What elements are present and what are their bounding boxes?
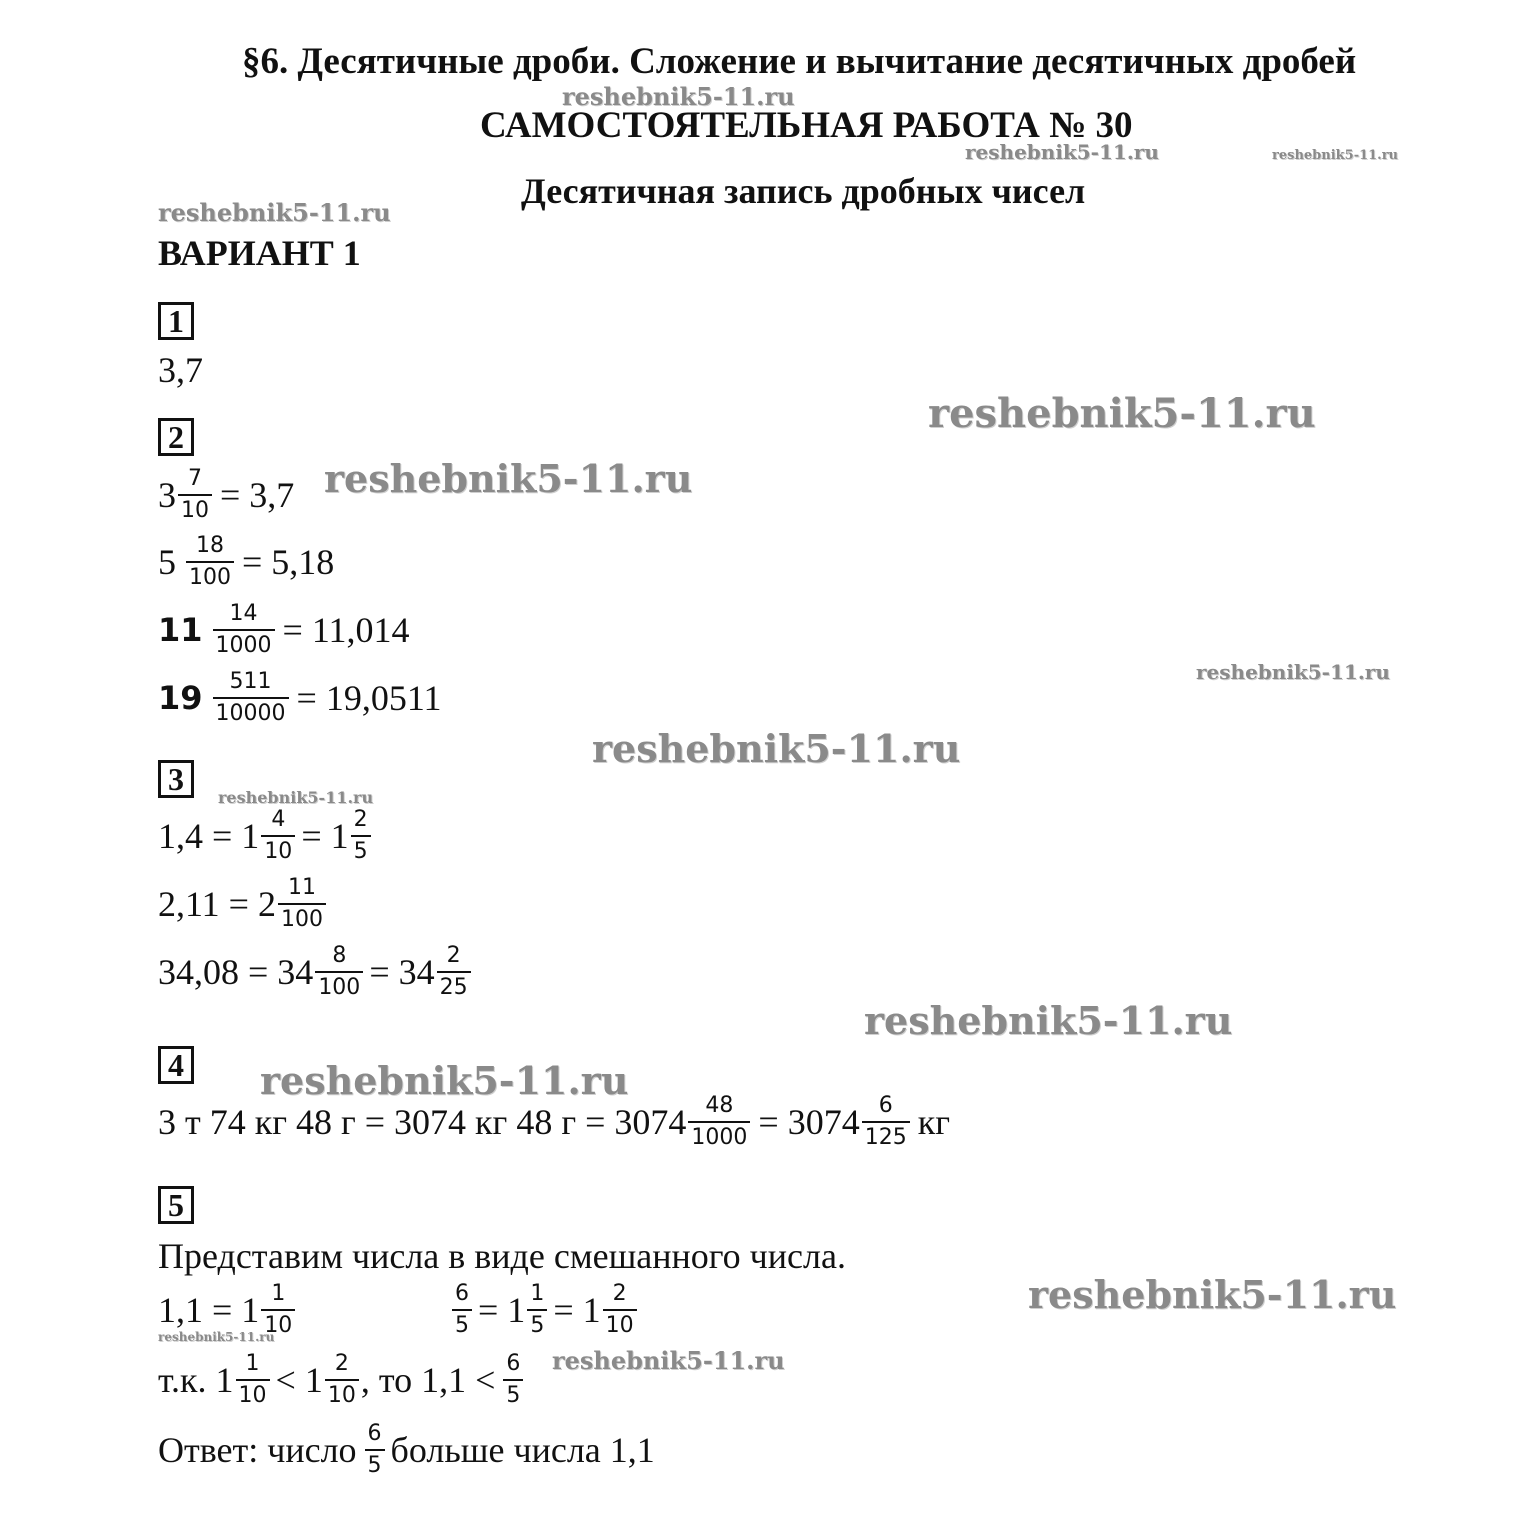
fraction [213, 602, 275, 658]
watermark: reshebnik5-11.ru [1196, 660, 1390, 684]
expression-part: 3 т 74 кг 48 г = 3074 кг 48 г = 3074 [158, 1102, 687, 1142]
work-title: САМОСТОЯТЕЛЬНАЯ РАБОТА № 30 [480, 105, 1133, 146]
task-number-5: 5 [158, 1186, 194, 1224]
result: = 5,18 [242, 542, 335, 582]
fraction [688, 1094, 750, 1150]
expression-part: больше числа 1,1 [390, 1430, 655, 1470]
expression-part: 1,1 = 1 [158, 1290, 260, 1330]
denominator: 100 [186, 561, 234, 590]
expression-part: = 1 [553, 1290, 601, 1330]
numerator: 6 [506, 1351, 521, 1376]
task5-comparison [158, 1352, 525, 1408]
denominator: 5 [351, 835, 371, 864]
whole-part: 3 [158, 475, 176, 515]
watermark: reshebnik5-11.ru [965, 140, 1159, 164]
denominator: 125 [862, 1121, 910, 1150]
fraction [437, 944, 471, 1000]
watermark: reshebnik5-11.ru [1028, 1272, 1397, 1317]
fraction [365, 1422, 385, 1478]
denominator: 5 [503, 1379, 523, 1408]
task-number-4: 4 [158, 1046, 194, 1084]
numerator: 2 [353, 807, 368, 832]
watermark: reshebnik5-11.ru [864, 998, 1233, 1043]
denominator: 100 [278, 903, 326, 932]
watermark: reshebnik5-11.ru [592, 726, 961, 771]
task5-intro: Представим числа в виде смешанного числа. [158, 1236, 846, 1276]
denominator: 5 [452, 1309, 472, 1338]
numerator: 4 [271, 807, 286, 832]
numerator: 6 [367, 1421, 382, 1446]
numerator: 8 [332, 943, 347, 968]
task2-line-4 [158, 670, 442, 726]
numerator: 2 [446, 943, 461, 968]
numerator: 11 [287, 875, 316, 900]
task1-answer: 3,7 [158, 350, 203, 390]
task3-line-2 [158, 876, 328, 932]
numerator: 2 [334, 1351, 349, 1376]
denominator: 1000 [213, 629, 275, 658]
expression-part: т.к. 1 [158, 1360, 234, 1400]
expression-part: 1,4 = 1 [158, 816, 260, 856]
task-number-3: 3 [158, 760, 194, 798]
fraction [186, 534, 234, 590]
watermark: reshebnik5-11.ru [218, 788, 374, 807]
expression-part: = 1 [478, 1290, 526, 1330]
numerator: 18 [196, 533, 224, 558]
fraction [261, 1282, 295, 1338]
watermark: reshebnik5-11.ru [562, 82, 795, 111]
denominator: 10000 [213, 697, 289, 726]
variant-title: ВАРИАНТ 1 [158, 233, 361, 273]
expression-part: Ответ: число [158, 1430, 357, 1470]
denominator: 1000 [688, 1121, 750, 1150]
expression-part: 34,08 = 34 [158, 952, 314, 992]
task4-line [158, 1094, 950, 1150]
denominator: 10 [261, 1309, 295, 1338]
watermark: reshebnik5-11.ru [552, 1346, 785, 1375]
numerator: 14 [229, 601, 258, 626]
task3-line-3 [158, 944, 473, 1000]
denominator: 10 [261, 835, 295, 864]
section-title: §6. Десятичные дроби. Сложение и вычитание десятичных дробей [242, 41, 1357, 82]
task2-line-3 [158, 602, 410, 658]
fraction [261, 808, 295, 864]
result: = 3,7 [220, 475, 295, 515]
fraction [503, 1352, 523, 1408]
unit-label: кг [917, 1102, 950, 1142]
numerator: 1 [245, 1351, 260, 1376]
whole-part: 5 [158, 542, 176, 582]
task5-right-expression [450, 1282, 639, 1338]
watermark: reshebnik5-11.ru [1272, 148, 1399, 163]
watermark: reshebnik5-11.ru [324, 456, 693, 501]
watermark: reshebnik5-11.ru [928, 390, 1316, 437]
task5-left-expression [158, 1282, 297, 1338]
numerator: 7 [188, 466, 202, 491]
expression-part: 2,11 = 2 [158, 884, 276, 924]
task-number-2: 2 [158, 418, 194, 456]
numerator: 6 [878, 1093, 893, 1118]
task3-line-1 [158, 808, 373, 864]
denominator: 10 [178, 494, 212, 523]
denominator: 10 [325, 1379, 359, 1408]
denominator: 10 [603, 1309, 637, 1338]
numerator: 1 [271, 1281, 286, 1306]
whole-part: 19 [158, 679, 203, 717]
expression-part: = 1 [301, 816, 349, 856]
denominator: 5 [527, 1309, 547, 1338]
denominator: 100 [315, 971, 363, 1000]
whole-part: 11 [158, 611, 203, 649]
result: = 11,014 [282, 610, 410, 650]
numerator: 2 [612, 1281, 627, 1306]
fraction [315, 944, 363, 1000]
watermark: reshebnik5-11.ru [260, 1058, 629, 1103]
result: = 19,0511 [296, 678, 442, 718]
watermark: reshebnik5-11.ru [158, 1330, 275, 1344]
fraction [213, 670, 289, 726]
fraction [452, 1282, 472, 1338]
expression-part: < 1 [275, 1360, 323, 1400]
denominator: 25 [437, 971, 471, 1000]
numerator: 6 [455, 1281, 469, 1306]
denominator: 5 [365, 1449, 385, 1478]
numerator: 511 [229, 669, 272, 694]
numerator: 1 [530, 1281, 545, 1306]
watermark: reshebnik5-11.ru [158, 198, 391, 227]
denominator: 10 [236, 1379, 270, 1408]
numerator: 48 [705, 1093, 734, 1118]
expression-part: , то 1,1 < [360, 1360, 496, 1400]
expression-part: = 34 [369, 952, 435, 992]
topic-title: Десятичная запись дробных чисел [521, 171, 1086, 211]
fraction [351, 808, 371, 864]
fraction [178, 467, 212, 523]
fraction [527, 1282, 547, 1338]
expression-part: = 3074 [758, 1102, 860, 1142]
fraction [862, 1094, 910, 1150]
fraction [325, 1352, 359, 1408]
task2-line-1 [158, 467, 294, 523]
task-number-1: 1 [158, 302, 194, 340]
task2-line-2 [158, 534, 334, 590]
fraction [278, 876, 326, 932]
fraction [603, 1282, 637, 1338]
fraction [236, 1352, 270, 1408]
task5-answer [158, 1422, 655, 1478]
